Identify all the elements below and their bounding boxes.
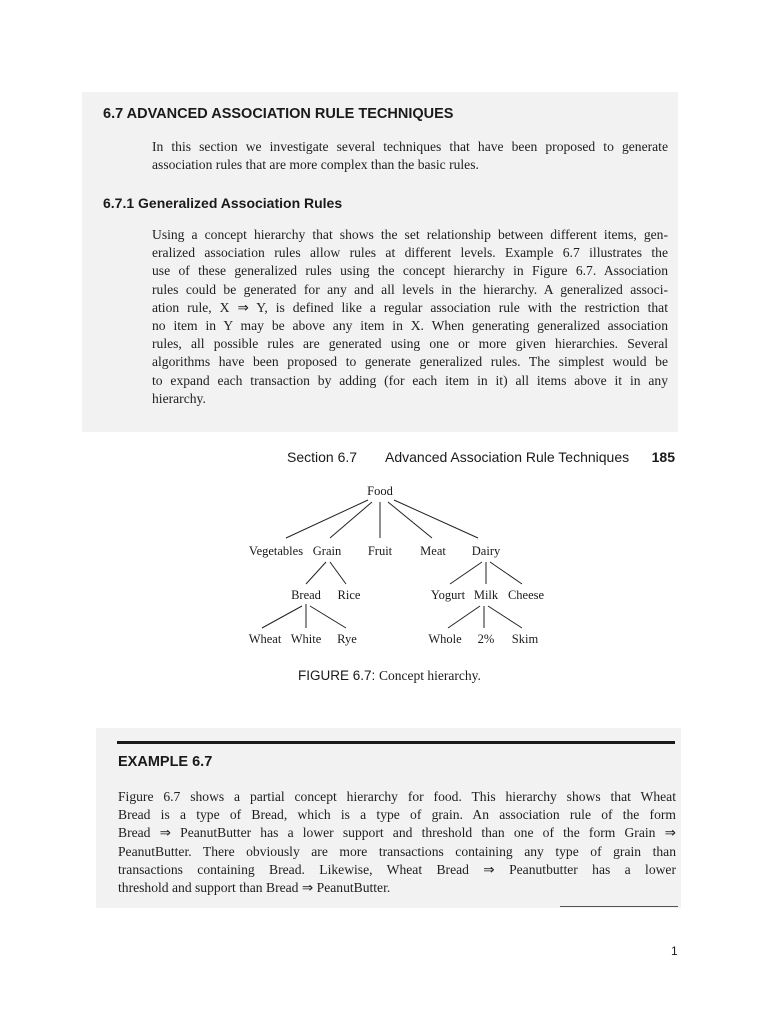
- edge-food-dairy: [394, 500, 478, 538]
- intro-line: association rules that are more complex than the basic rules.: [152, 157, 479, 173]
- intro-line: In this section we investigate several techniques that have been proposed to generate: [152, 139, 668, 154]
- edge-milk-skim: [488, 606, 522, 628]
- node-dairy: Dairy: [471, 544, 501, 558]
- node-wheat: Wheat: [248, 632, 282, 646]
- paragraph-line: to expand each transaction by adding (for each item in it) all items above it in any: [152, 372, 668, 388]
- figure-caption-text: Concept hierarchy.: [379, 668, 481, 683]
- edge-bread-wheat: [262, 606, 302, 628]
- example-line: PeanutButter. There obviously are more transactions containing any type of grain than: [118, 843, 676, 859]
- paragraph-line: use of these generalized rules using the concept hierarchy in Figure 6.7. Association: [152, 263, 668, 279]
- node-bread: Bread: [291, 588, 321, 602]
- example-heading: EXAMPLE 6.7: [118, 754, 213, 770]
- edge-bread-rye: [310, 606, 346, 628]
- example-line: Bread is a type of Bread, which is a type of grain. An association rule of the form: [118, 807, 676, 823]
- node-2pct: 2%: [477, 632, 495, 646]
- section-intro: [152, 138, 668, 174]
- paragraph-line: Using a concept hierarchy that shows the set relationship between different items, gen-: [152, 227, 668, 242]
- node-meat: Meat: [420, 544, 446, 558]
- paragraph-line: eralized association rules allow rules at different levels. Example 6.7 illustrates the: [152, 245, 668, 261]
- edge-milk-whole: [448, 606, 480, 628]
- subsection-paragraph: [152, 226, 668, 408]
- section-heading: 6.7 ADVANCED ASSOCIATION RULE TECHNIQUES: [103, 106, 454, 122]
- running-head-section: Section 6.7: [287, 449, 358, 465]
- edge-grain-bread: [306, 562, 326, 584]
- paragraph-line: rules could be generated for any and all levels in the hierarchy. A generalized associ-: [152, 281, 668, 297]
- edge-food-vegetables: [286, 500, 368, 538]
- edge-dairy-cheese: [490, 562, 522, 584]
- example-line: transactions containing Bread. Likewise, Wheat Bread ⇒ Peanutbutter has a lower: [118, 861, 676, 877]
- paragraph-line: hierarchy.: [152, 390, 206, 406]
- node-food: Food: [367, 484, 393, 498]
- figure-caption: [298, 668, 481, 684]
- example-paragraph: [118, 788, 676, 897]
- node-vegetables: Vegetables: [248, 544, 304, 558]
- page-number: 1: [671, 944, 678, 958]
- example-line: Bread ⇒ PeanutButter has a lower support and threshold than one of the form Grain ⇒: [118, 825, 676, 841]
- hierarchy-edges: [262, 500, 522, 628]
- node-milk: Milk: [473, 588, 499, 602]
- running-head-page: 185: [651, 449, 675, 465]
- edge-dairy-yogurt: [450, 562, 482, 584]
- example-line: Figure 6.7 shows a partial concept hierarchy for food. This hierarchy shows that Wheat: [118, 789, 676, 804]
- concept-hierarchy-figure: [0, 470, 768, 670]
- node-whole: Whole: [428, 632, 462, 646]
- paragraph-line: rules, all possible rules are generated using one or more given hierarchies. Several: [152, 336, 668, 352]
- node-cheese: Cheese: [507, 588, 545, 602]
- example-bottom-rule: [560, 906, 678, 907]
- figure-caption-label: FIGURE 6.7:: [298, 668, 376, 683]
- node-rye: Rye: [337, 632, 357, 646]
- running-head-title: Advanced Association Rule Techniques: [385, 449, 630, 465]
- example-top-rule: [117, 741, 675, 744]
- example-line: threshold and support than Bread ⇒ PeanutButter.: [118, 880, 391, 896]
- paragraph-line: algorithms have been proposed to generate generalized rules. The simplest would be: [152, 354, 668, 370]
- edge-grain-rice: [330, 562, 346, 584]
- node-rice: Rice: [337, 588, 361, 602]
- node-fruit: Fruit: [367, 544, 393, 558]
- node-grain: Grain: [312, 544, 342, 558]
- node-yogurt: Yogurt: [430, 588, 466, 602]
- node-white: White: [290, 632, 322, 646]
- node-skim: Skim: [511, 632, 539, 646]
- paragraph-line: ation rule, X ⇒ Y, is defined like a regular association rule with the restriction that: [152, 299, 668, 315]
- paragraph-line: no item in Y may be above any item in X. When generating generalized association: [152, 318, 668, 334]
- subsection-heading: 6.7.1 Generalized Association Rules: [103, 195, 343, 211]
